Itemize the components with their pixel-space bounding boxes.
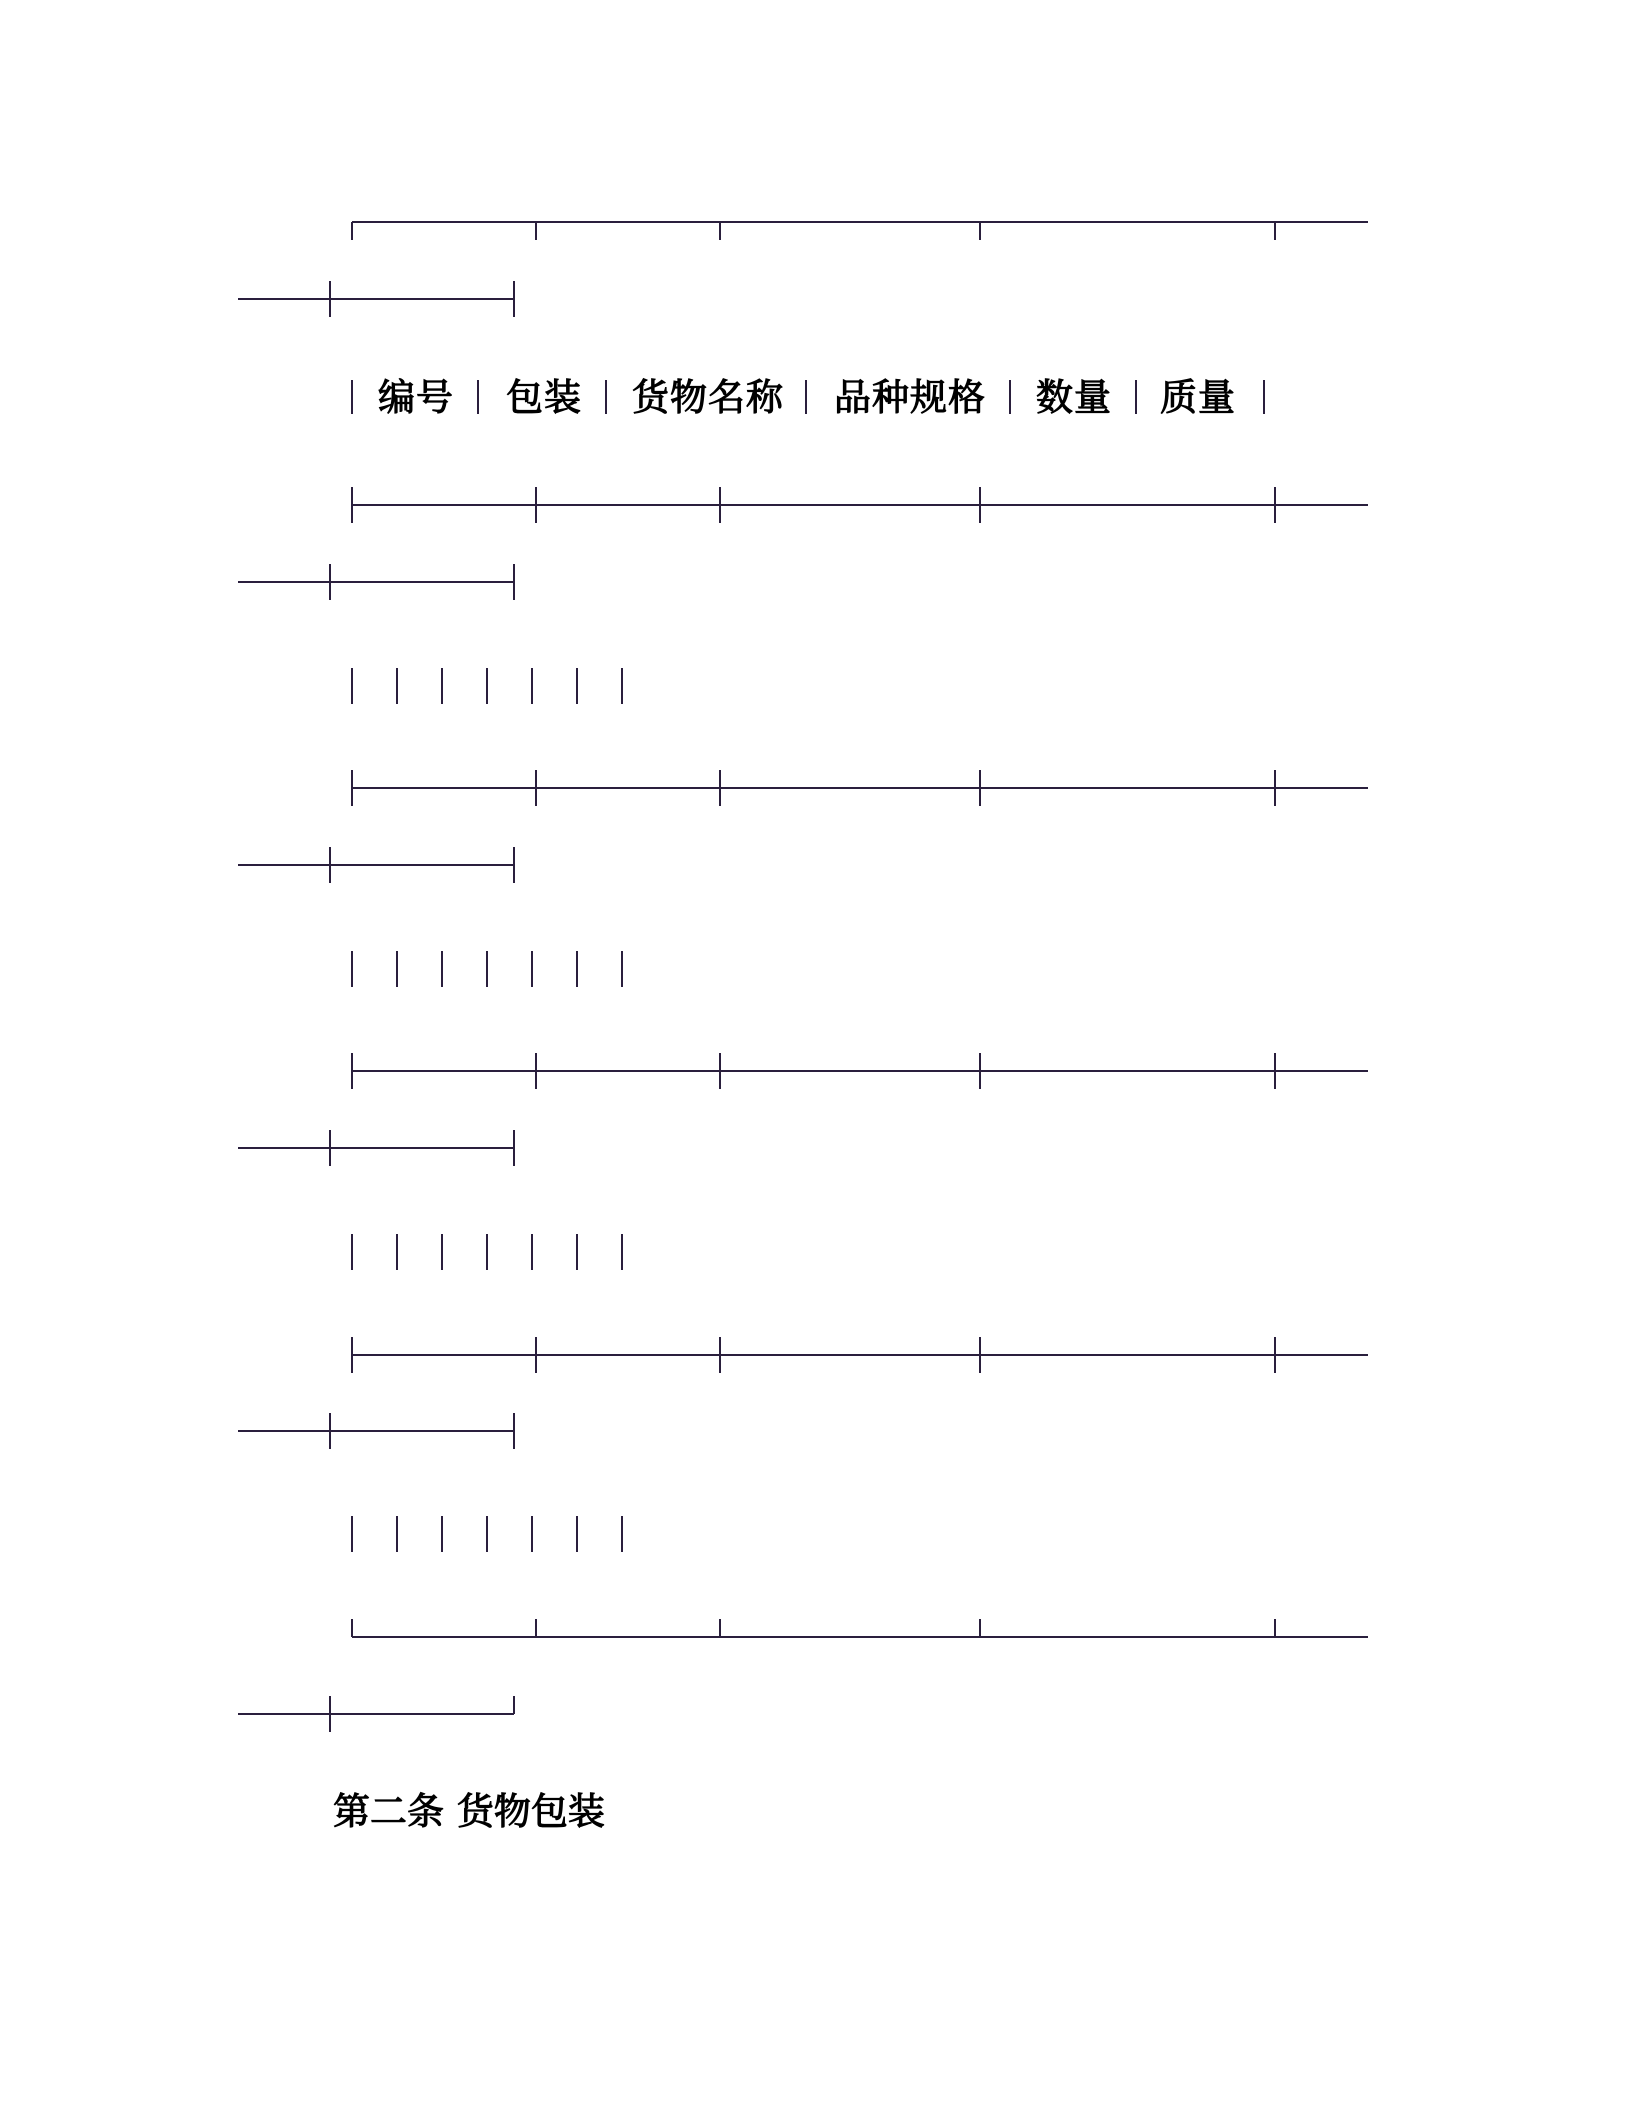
header-cell-quantity: 数量 (1036, 376, 1112, 419)
header-cell-packaging: 包装 (506, 376, 582, 419)
section-heading: 第二条 货物包装 (333, 1790, 605, 1833)
header-cell-variety-spec: 品种规格 (834, 376, 986, 419)
header-cell-number: 编号 (378, 376, 454, 419)
header-cell-quality: 质量 (1160, 376, 1236, 419)
header-cell-goods-name: 货物名称 (632, 376, 784, 419)
